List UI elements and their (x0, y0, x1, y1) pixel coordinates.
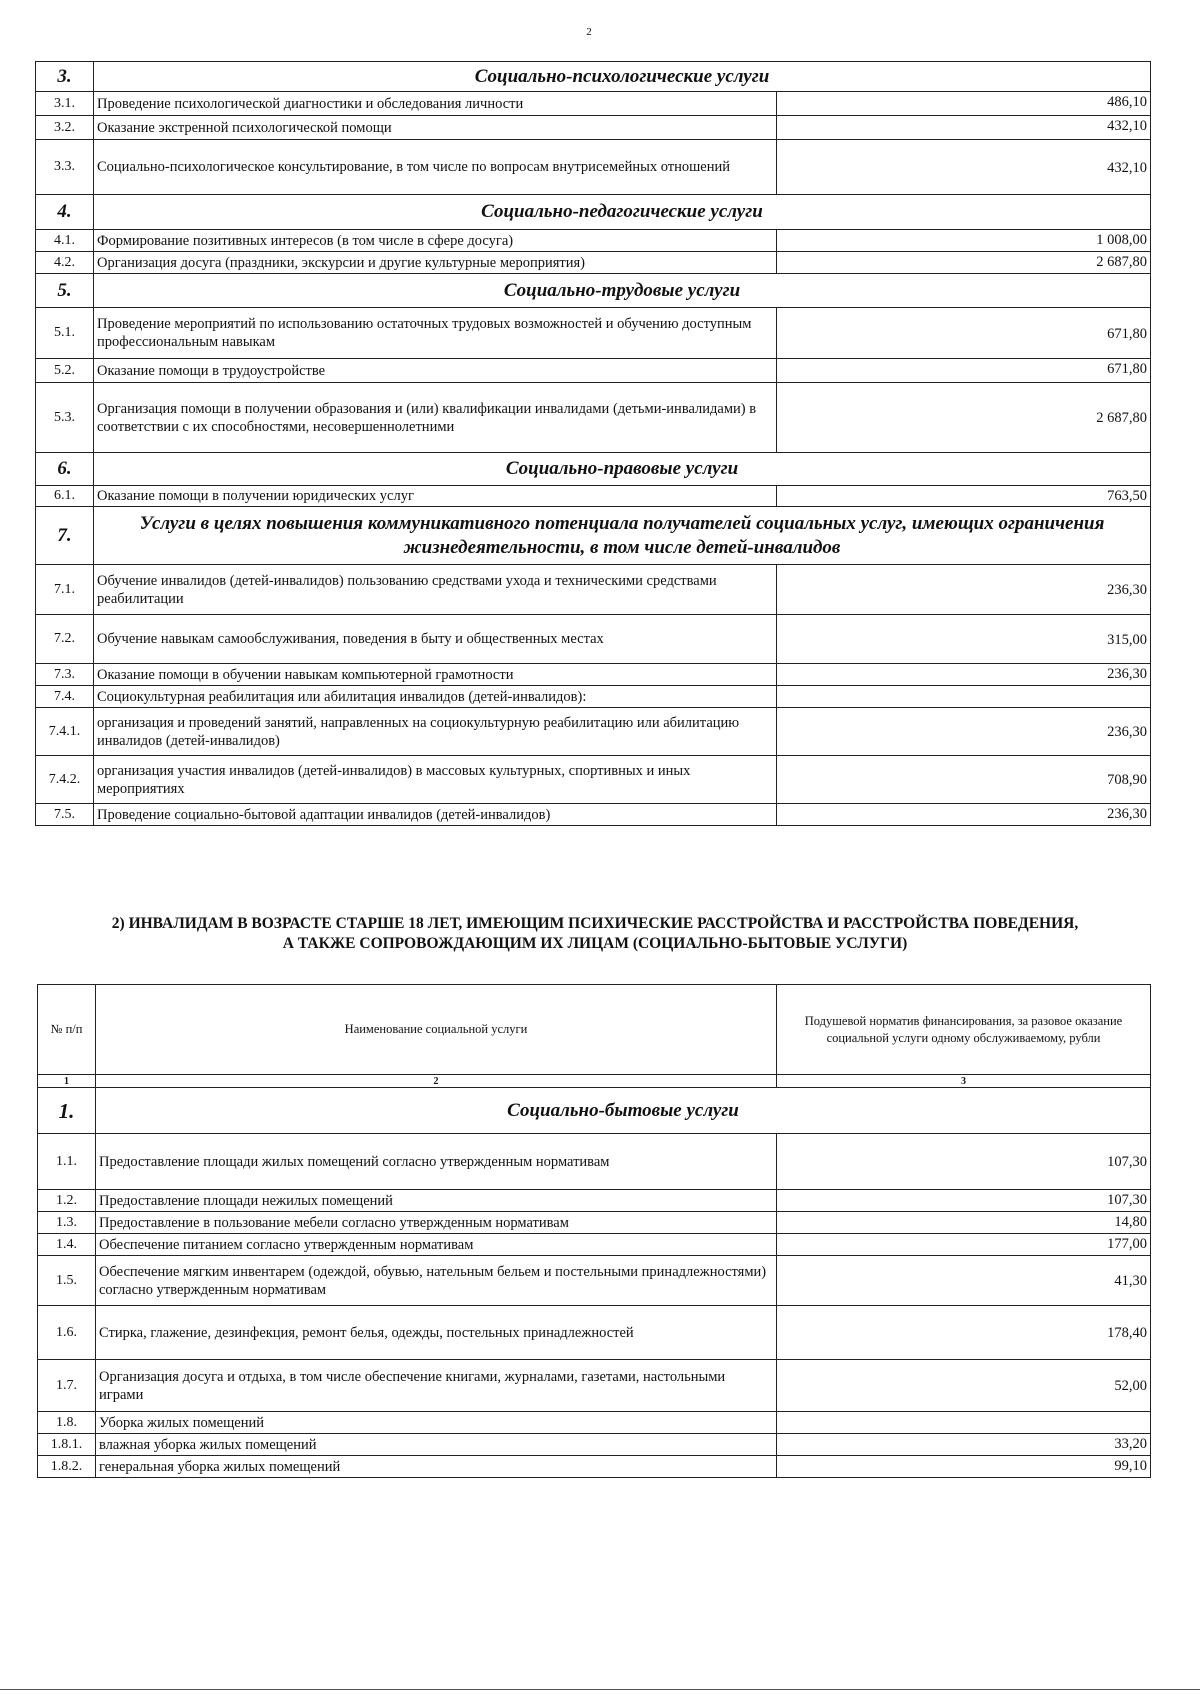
row-number: 3.2. (36, 116, 94, 140)
row-number: 7.1. (36, 565, 94, 615)
section-number: 3. (36, 62, 94, 92)
service-value: 236,30 (777, 804, 1151, 826)
service-name: Организация досуга и отдыха, в том числе обеспечение книгами, журналами, газетами, настольными играми (96, 1360, 777, 1412)
section-title: Услуги в целях повышения коммуникативного потенциала получателей социальных услуг, имеющих ограничения жизнедеятельности, в том числе детей-инвалидов (94, 507, 1151, 565)
section-header-row (36, 195, 1151, 230)
service-name: Оказание экстренной психологической помощи (94, 116, 777, 140)
service-value: 236,30 (777, 708, 1151, 756)
service-value: 52,00 (777, 1360, 1151, 1412)
section-title: Социально-правовые услуги (94, 453, 1151, 486)
row-number: 7.4.1. (36, 708, 94, 756)
section-heading-line-2: А ТАКЖЕ СОПРОВОЖДАЮЩИМ ИХ ЛИЦАМ (СОЦИАЛЬНО-БЫТОВЫЕ УСЛУГИ) (282, 935, 908, 952)
service-value: 671,80 (777, 308, 1151, 359)
service-value: 236,30 (777, 565, 1151, 615)
service-name: Обеспечение мягким инвентарем (одеждой, обувью, нательным бельем и постельными принадлежностями) согласно утвержденным нормативам (96, 1256, 777, 1306)
table-row (36, 756, 1151, 804)
column-header-value: Подушевой норматив финансирования, за разовое оказание социальной услуги одному обслуживаемому, рубли (777, 985, 1151, 1075)
column-number: 3 (777, 1075, 1151, 1088)
table-row (36, 359, 1151, 383)
service-value: 107,30 (777, 1190, 1151, 1212)
service-name: Проведение социально-бытовой адаптации инвалидов (детей-инвалидов) (94, 804, 777, 826)
row-number: 4.1. (36, 230, 94, 252)
service-name: Оказание помощи в трудоустройстве (94, 359, 777, 383)
section-title: Социально-педагогические услуги (94, 195, 1151, 230)
section-number: 5. (36, 274, 94, 308)
row-number: 1.6. (38, 1306, 96, 1360)
section-heading-disabled-adults (30, 914, 1160, 954)
table-row (36, 804, 1151, 826)
row-number: 7.4.2. (36, 756, 94, 804)
section-title: Социально-трудовые услуги (94, 274, 1151, 308)
service-name: генеральная уборка жилых помещений (96, 1456, 777, 1478)
service-name: Предоставление площади жилых помещений согласно утвержденным нормативам (96, 1134, 777, 1190)
section-number: 7. (36, 507, 94, 565)
service-value: 107,30 (777, 1134, 1151, 1190)
service-value: 14,80 (777, 1212, 1151, 1234)
table-row (36, 686, 1151, 708)
row-number: 7.2. (36, 615, 94, 664)
service-name: организация и проведений занятий, направленных на социокультурную реабилитацию или абилитацию инвалидов (детей-инвалидов) (94, 708, 777, 756)
service-name: Уборка жилых помещений (96, 1412, 777, 1434)
service-value: 432,10 (777, 140, 1151, 195)
column-header-name: Наименование социальной услуги (96, 985, 777, 1075)
row-number: 1.7. (38, 1360, 96, 1412)
section-header-row (38, 1088, 1151, 1134)
table-row (36, 230, 1151, 252)
row-number: 1.4. (38, 1234, 96, 1256)
column-header-number: № п/п (38, 985, 96, 1075)
service-value: 236,30 (777, 664, 1151, 686)
row-number: 1.8.1. (38, 1434, 96, 1456)
table-row (38, 1234, 1151, 1256)
service-value: 708,90 (777, 756, 1151, 804)
table-row (36, 140, 1151, 195)
services-table-part-2 (37, 984, 1151, 1478)
section-header-row (36, 453, 1151, 486)
table-row (36, 116, 1151, 140)
service-name: Проведение психологической диагностики и обследования личности (94, 92, 777, 116)
service-value: 1 008,00 (777, 230, 1151, 252)
section-number: 1. (38, 1088, 96, 1134)
service-name: Предоставление площади нежилых помещений (96, 1190, 777, 1212)
table-row (36, 383, 1151, 453)
table-row (36, 486, 1151, 507)
table-row (38, 1360, 1151, 1412)
service-value: 432,10 (777, 116, 1151, 140)
row-number: 7.3. (36, 664, 94, 686)
service-name: Предоставление в пользование мебели согласно утвержденным нормативам (96, 1212, 777, 1234)
table-row (38, 1190, 1151, 1212)
service-value: 763,50 (777, 486, 1151, 507)
service-value: 41,30 (777, 1256, 1151, 1306)
row-number: 7.4. (36, 686, 94, 708)
row-number: 3.3. (36, 140, 94, 195)
row-number: 5.1. (36, 308, 94, 359)
row-number: 3.1. (36, 92, 94, 116)
table-row (36, 565, 1151, 615)
service-value: 671,80 (777, 359, 1151, 383)
service-value (777, 1412, 1151, 1434)
table-row (38, 1256, 1151, 1306)
table-row (36, 708, 1151, 756)
table-row (38, 1434, 1151, 1456)
table-row (38, 1456, 1151, 1478)
section-number: 6. (36, 453, 94, 486)
table-row (38, 1412, 1151, 1434)
column-number-row (38, 1075, 1151, 1088)
service-value (777, 686, 1151, 708)
row-number: 1.3. (38, 1212, 96, 1234)
row-number: 6.1. (36, 486, 94, 507)
row-number: 1.1. (38, 1134, 96, 1190)
service-name: Социально-психологическое консультирование, в том числе по вопросам внутрисемейных отношений (94, 140, 777, 195)
table-row (38, 1306, 1151, 1360)
service-name: влажная уборка жилых помещений (96, 1434, 777, 1456)
service-name: организация участия инвалидов (детей-инвалидов) в массовых культурных, спортивных и иных мероприятиях (94, 756, 777, 804)
service-name: Формирование позитивных интересов (в том числе в сфере досуга) (94, 230, 777, 252)
section-heading-line-1: 2) ИНВАЛИДАМ В ВОЗРАСТЕ СТАРШЕ 18 ЛЕТ, ИМЕЮЩИМ ПСИХИЧЕСКИЕ РАССТРОЙСТВА И РАССТРОЙСТВА ПОВЕДЕНИЯ, (111, 915, 1079, 932)
row-number: 4.2. (36, 252, 94, 274)
service-name: Обучение инвалидов (детей-инвалидов) пользованию средствами ухода и техническими средствами реабилитации (94, 565, 777, 615)
row-number: 1.8. (38, 1412, 96, 1434)
table-row (38, 1212, 1151, 1234)
table-row (36, 308, 1151, 359)
service-name: Обеспечение питанием согласно утвержденным нормативам (96, 1234, 777, 1256)
page-bottom-rule (0, 1689, 1200, 1690)
service-name: Оказание помощи в получении юридических услуг (94, 486, 777, 507)
service-value: 315,00 (777, 615, 1151, 664)
column-number: 2 (96, 1075, 777, 1088)
section-header-row (36, 507, 1151, 565)
table-row (36, 664, 1151, 686)
row-number: 1.2. (38, 1190, 96, 1212)
section-header-row (36, 62, 1151, 92)
service-value: 2 687,80 (777, 383, 1151, 453)
table-row (36, 252, 1151, 274)
row-number: 5.3. (36, 383, 94, 453)
table-row (36, 92, 1151, 116)
service-name: Стирка, глажение, дезинфекция, ремонт белья, одежды, постельных принадлежностей (96, 1306, 777, 1360)
section-title: Социально-психологические услуги (94, 62, 1151, 92)
service-name: Организация помощи в получении образования и (или) квалификации инвалидами (детьми-инвалидами) в соответствии с их способностями, несовершеннолетними (94, 383, 777, 453)
table-row (38, 1134, 1151, 1190)
service-value: 486,10 (777, 92, 1151, 116)
section-header-row (36, 274, 1151, 308)
service-name: Оказание помощи в обучении навыкам компьютерной грамотности (94, 664, 777, 686)
row-number: 1.5. (38, 1256, 96, 1306)
row-number: 1.8.2. (38, 1456, 96, 1478)
section-title: Социально-бытовые услуги (96, 1088, 1151, 1134)
service-value: 177,00 (777, 1234, 1151, 1256)
service-value: 99,10 (777, 1456, 1151, 1478)
service-value: 178,40 (777, 1306, 1151, 1360)
service-name: Обучение навыкам самообслуживания, поведения в быту и общественных местах (94, 615, 777, 664)
row-number: 5.2. (36, 359, 94, 383)
service-name: Проведение мероприятий по использованию остаточных трудовых возможностей и обучению доступным профессиональным навыкам (94, 308, 777, 359)
column-number: 1 (38, 1075, 96, 1088)
section-number: 4. (36, 195, 94, 230)
table-header-row (38, 985, 1151, 1075)
service-value: 33,20 (777, 1434, 1151, 1456)
service-name: Социокультурная реабилитация или абилитация инвалидов (детей-инвалидов): (94, 686, 777, 708)
services-table-part-1 (35, 61, 1151, 826)
row-number: 7.5. (36, 804, 94, 826)
page-number: 2 (586, 26, 592, 38)
table-row (36, 615, 1151, 664)
service-value: 2 687,80 (777, 252, 1151, 274)
service-name: Организация досуга (праздники, экскурсии и другие культурные мероприятия) (94, 252, 777, 274)
